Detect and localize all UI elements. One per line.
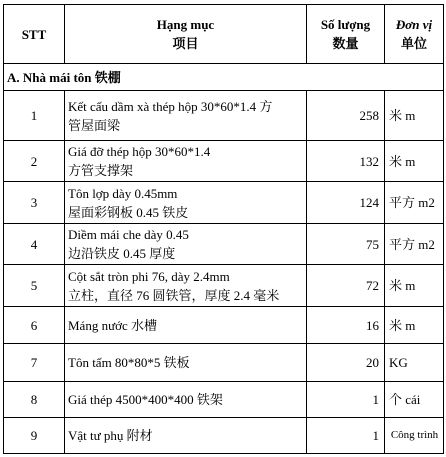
row-unit: 平方 m2 — [385, 182, 444, 224]
header-item-vi: Hạng mục — [156, 17, 215, 32]
header-item — [65, 5, 307, 64]
row-description: Tôn tấm 80*80*5 铁板 — [65, 344, 307, 382]
row-description — [65, 182, 307, 224]
header-unit — [385, 5, 444, 64]
header-qty-cn: 数量 — [332, 36, 359, 51]
row-stt: 4 — [4, 224, 65, 265]
table-row — [4, 307, 444, 344]
row-unit: 平方 m2 — [385, 224, 444, 265]
row-desc-vi: Cột sắt tròn phi 76, dày 2.4mm — [68, 268, 230, 284]
row-unit: 米 m — [385, 307, 444, 344]
row-unit: 米 m — [385, 141, 444, 182]
row-desc-vi: Giá đỡ thép hộp 30*60*1.4 — [68, 144, 211, 159]
header-item-cn: 项目 — [172, 36, 199, 51]
row-unit: 米 m — [385, 91, 444, 141]
row-stt: 2 — [4, 141, 65, 182]
row-quantity: 1 — [307, 382, 385, 418]
row-description: Giá thép 4500*400*400 铁架 — [65, 382, 307, 418]
section-row — [4, 64, 444, 91]
header-quantity — [307, 5, 385, 64]
row-unit: 米 m — [385, 265, 444, 307]
table-row — [4, 91, 444, 141]
row-description: Máng nước 水槽 — [65, 307, 307, 344]
row-unit: Công trình — [385, 418, 444, 454]
row-desc-vi: Kết cấu dầm xà thép hộp 30*60*1.4 方 — [68, 98, 273, 114]
row-desc-cn: 边沿铁皮 0.45 厚度 — [68, 246, 176, 261]
header-unit-vi: Đơn vị — [395, 17, 433, 32]
row-stt: 8 — [4, 382, 65, 418]
row-desc-vi: Tôn lợp dày 0.45mm — [68, 185, 178, 201]
row-quantity: 124 — [307, 182, 385, 224]
row-description — [65, 265, 307, 307]
header-row — [4, 5, 444, 64]
table-row — [4, 265, 444, 307]
header-stt-label: STT — [21, 26, 47, 42]
row-description: Vật tư phụ 附材 — [65, 418, 307, 454]
row-unit: KG — [385, 344, 444, 382]
row-description — [65, 91, 307, 141]
row-desc-cn: 立柱，直径 76 圆铁管，厚度 2.4 毫米 — [68, 287, 280, 303]
header-qty-vi: Số lượng — [320, 17, 371, 32]
quotation-table — [3, 4, 444, 454]
table-row — [4, 382, 444, 418]
row-desc-vi: Diềm mái che dày 0.45 — [68, 227, 189, 242]
table-row — [4, 418, 444, 454]
row-quantity: 75 — [307, 224, 385, 265]
row-quantity: 72 — [307, 265, 385, 307]
row-description — [65, 224, 307, 265]
row-stt: 7 — [4, 344, 65, 382]
table-row — [4, 141, 444, 182]
row-stt: 9 — [4, 418, 65, 454]
row-quantity: 258 — [307, 91, 385, 141]
table-row — [4, 344, 444, 382]
section-title: A. Nhà mái tôn 铁棚 — [4, 64, 444, 91]
row-desc-cn: 管屋面梁 — [68, 117, 121, 133]
row-desc-cn: 方管支撑架 — [68, 163, 134, 178]
row-quantity: 132 — [307, 141, 385, 182]
row-stt: 6 — [4, 307, 65, 344]
row-stt: 3 — [4, 182, 65, 224]
row-stt: 5 — [4, 265, 65, 307]
table-row — [4, 182, 444, 224]
header-unit-cn: 单位 — [400, 36, 427, 51]
table-row — [4, 224, 444, 265]
row-quantity: 16 — [307, 307, 385, 344]
row-stt: 1 — [4, 91, 65, 141]
header-stt — [4, 5, 65, 64]
row-unit: 个 cái — [385, 382, 444, 418]
row-description — [65, 141, 307, 182]
row-quantity: 20 — [307, 344, 385, 382]
row-desc-cn: 屋面彩钢板 0.45 铁皮 — [68, 204, 189, 220]
row-quantity: 1 — [307, 418, 385, 454]
